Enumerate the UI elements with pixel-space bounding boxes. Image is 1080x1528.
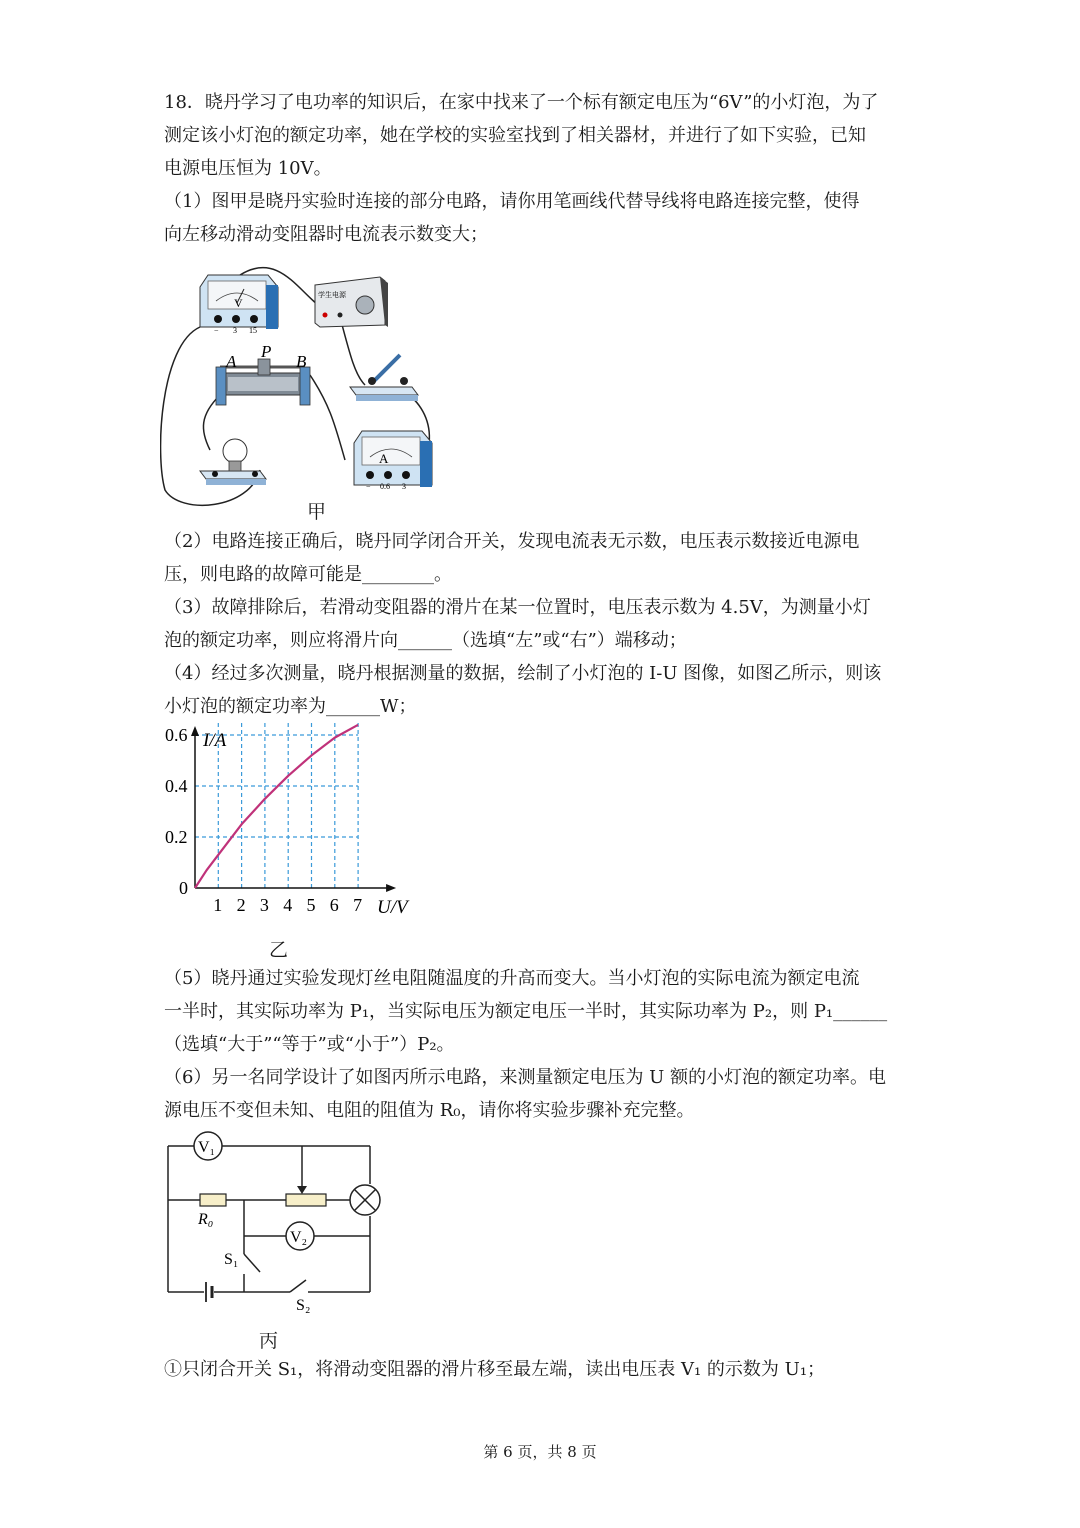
- part-5: [164, 962, 924, 1061]
- page-footer: 第 6 页，共 8 页: [483, 1443, 597, 1461]
- text-line: 一半时，其实际功率为 P₁，当实际电压为额定电压一半时，其实际功率为 P₂，则 P₁______: [164, 1001, 888, 1022]
- figure-bing-circuit: [160, 1130, 390, 1330]
- text-line: 18．晓丹学习了电功率的知识后，在家中找来了一个标有额定电压为“6V”的小灯泡，为了: [164, 92, 879, 113]
- rheostat: [216, 342, 310, 405]
- voltmeter-scale: 3: [233, 326, 237, 335]
- part-1: [164, 185, 924, 251]
- resistor-r0: [200, 1194, 226, 1206]
- rheostat-label-a: A: [226, 352, 237, 371]
- ammeter: [354, 431, 432, 491]
- text-line: （6）另一名同学设计了如图丙所示电路，来测量额定电压为 U 额的小灯泡的额定功率。电: [164, 1067, 887, 1088]
- figure-caption: 甲: [307, 501, 327, 523]
- y-tick-label: 0: [179, 878, 188, 898]
- part-3: [164, 591, 924, 657]
- text-line: 向左移动滑动变阻器时电流表示数变大；: [164, 224, 488, 245]
- part-4: [164, 657, 924, 723]
- s2-label: S₂: [296, 1297, 311, 1314]
- x-axis-arrow: [386, 884, 396, 892]
- text-line: （3）故障排除后，若滑动变阻器的滑片在某一位置时，电压表示数为 4.5V，为测量小灯: [164, 597, 871, 618]
- power-supply: [315, 277, 388, 327]
- r0-label: R₀: [198, 1211, 214, 1228]
- ammeter-scale: 0.6: [380, 482, 390, 491]
- text-line: ①只闭合开关 S₁，将滑动变阻器的滑片移至最左端，读出电压表 V₁ 的示数为 U₁；: [164, 1359, 826, 1380]
- text-line: （4）经过多次测量，晓丹根据测量的数据，绘制了小灯泡的 I-U 图像，如图乙所示，则该: [164, 663, 882, 684]
- y-tick-label: 0.2: [165, 827, 188, 847]
- voltmeter: [200, 275, 278, 335]
- figure-jia: [160, 255, 450, 520]
- y-tick-label: 0.4: [165, 776, 188, 796]
- rheostat-symbol: [286, 1194, 326, 1206]
- text-line: （5）晓丹通过实验发现灯丝电阻随温度的升高而变大。当小灯泡的实际电流为额定电流: [164, 968, 860, 989]
- text-line: 测定该小灯泡的额定功率，她在学校的实验室找到了相关器材，并进行了如下实验，已知: [164, 125, 866, 146]
- voltmeter-letter: V: [234, 296, 243, 310]
- text-line: 泡的额定功率，则应将滑片向______（选填“左”或“右”）端移动；: [164, 630, 687, 651]
- ammeter-scale: 3: [402, 482, 406, 491]
- s1-label: S₁: [224, 1251, 239, 1268]
- voltmeter-scale: −: [214, 326, 219, 335]
- ammeter-scale: −: [366, 482, 371, 491]
- x-tick-label: 2: [236, 895, 246, 915]
- x-axis-label: U/V: [377, 897, 408, 918]
- x-tick-label: 6: [329, 895, 339, 915]
- rheostat-label-b: B: [296, 352, 307, 371]
- part-6: [164, 1061, 924, 1127]
- ammeter-letter: A: [379, 451, 389, 466]
- text-line: 源电压不变但未知、电阻的阻值为 R₀，请你将实验步骤补充完整。: [164, 1100, 695, 1121]
- power-label: 学生电源: [318, 291, 346, 299]
- y-axis-label: I/A: [203, 730, 227, 751]
- rheostat-label-p: P: [261, 342, 272, 361]
- text-line: （选填“大于”“等于”或“小于”）P₂。: [164, 1034, 455, 1055]
- x-tick-label: 5: [306, 895, 316, 915]
- v1-label: V₁: [198, 1139, 216, 1156]
- voltmeter-scale: 15: [249, 326, 257, 335]
- text-line: （1）图甲是晓丹实验时连接的部分电路，请你用笔画线代替导线将电路连接完整，使得: [164, 191, 860, 212]
- light-bulb: [200, 439, 266, 485]
- x-tick-label: 1: [213, 895, 223, 915]
- text-line: 电源电压恒为 10V。: [164, 158, 332, 179]
- figure-caption: 乙: [269, 939, 289, 961]
- figure-caption: 丙: [259, 1330, 279, 1352]
- figure-yi-chart: [155, 722, 425, 927]
- part-2: [164, 525, 924, 591]
- y-axis-arrow: [191, 726, 199, 736]
- text-line: 小灯泡的额定功率为______W；: [164, 696, 417, 717]
- question-stem: [164, 86, 924, 185]
- step-1: [164, 1353, 924, 1386]
- v2-label: V₂: [290, 1229, 308, 1246]
- x-tick-label: 4: [283, 895, 293, 915]
- x-tick-label: 7: [353, 895, 363, 915]
- y-tick-label: 0.6: [165, 725, 188, 745]
- text-line: （2）电路连接正确后，晓丹同学闭合开关，发现电流表无示数，电压表示数接近电源电: [164, 531, 860, 552]
- text-line: 压，则电路的故障可能是________。: [164, 564, 452, 585]
- x-tick-label: 3: [259, 895, 269, 915]
